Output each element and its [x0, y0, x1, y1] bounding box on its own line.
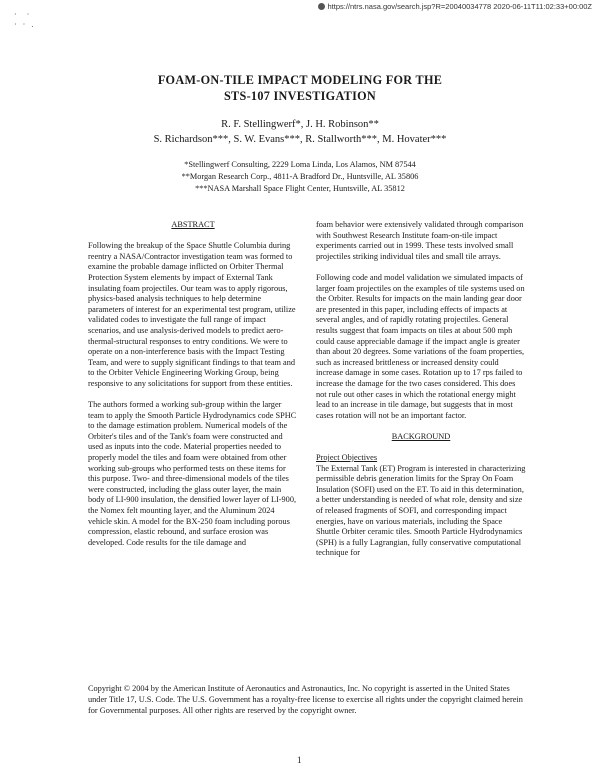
source-url-text: https://ntrs.nasa.gov/search.jsp?R=20040034778 2020-06-11T11:02:33+00:00Z [327, 2, 592, 11]
results-paragraph: Following code and model validation we simulated impacts of larger foam projectiles on the examples of tile systems used on the Orbiter. Results for impacts on the main landing gear door are presented in this paper, including effects of impacts at several angles, and of rapidly rotating projectiles. General results suggest that foam impacts on tiles at about 500 mph could cause appreciable damage if the impact angle is greater than about 20 degrees. Some variations of the foam properties, such as increased brittleness or increased density could increase damage in some cases. Rotation up to 17 rps failed to increase the damage for the two cases considered. This does not rule out other cases in which the rotational energy might lead to an increase in tile damage, but suggests that in most cases rotation will not be an important factor. [316, 272, 525, 420]
copyright-notice: Copyright © 2004 by the American Institute of Aeronautics and Astronautics, Inc. No copyright is asserted in the United States under Title 17, U.S. Code. The U.S. Government has a royalty-free license to exercise all rights under the copyright claimed herein for Governmental purposes. All other rights are reserved by the copyright owner. [88, 684, 523, 716]
title-line-1: FOAM-ON-TILE IMPACT MODELING FOR THE [157, 73, 443, 87]
affiliations [0, 159, 600, 195]
objectives-paragraph: The External Tank (ET) Program is interested in characterizing permissible debris generation limits for the Spray On Foam Insulation (SOFI) used on the ET. To aid in this determination, a better understanding is needed of what role, density and size of released fragments of SOFI, and corresponding impact energies, have on various materials, including the Space Shuttle Orbiter ceramic tiles. Smooth Particle Hydrodynamics (SPH) is a fully Lagrangian, fully conservative computational technique for [316, 463, 526, 558]
subgroup-paragraph: The authors formed a working sub-group within the larger team to apply the Smooth Particle Hydrodynamics code SPHC to the damage estimation problem. Numerical models of the Orbiter's tiles and of the Tank's foam were constructed and used as inputs into the code. Material properties needed to properly model the tiles and foam were obtained from other working sub-groups who performed tests on these items for this purpose. Two- and three-dimensional models of the tiles were constructed, including the glass outer layer, the main body of LI-900 insulation, the densified lower layer of LI-900, the Nomex felt mounting layer, and the Aluminum 2024 vehicle skin. A model for the BX-250 foam including porous compression, elastic rebound, and surface erosion was developed. Code results for the tile damage and [88, 400, 297, 547]
author-list [0, 117, 600, 147]
authors-line-1: R. F. Stellingwerf*, J. H. Robinson** [221, 119, 379, 130]
affiliation-3: ***NASA Marshall Space Flight Center, Huntsville, AL 35812 [195, 184, 405, 193]
abstract-paragraph: Following the breakup of the Space Shuttle Columbia during reentry a NASA/Contractor investigation team was formed to examine the probable damage inflicted on Orbiter Thermal Protection System elements by impact of External Tank insulating foam projectiles. Our team was to apply rigorous, physics-based analysis techniques to help determine parameters of interest for an experimental test program, utilize validated codes to investigate the full range of impact scenarios, and use analysis-derived models to predict aero-thermal-structural responses to entry conditions. We were to operate on a non-interference basis with the Impact Testing Team, and were to supply significant findings to that team and to the Orbiter Vehicle Engineering Working Group, being responsive to any solicitations for support from these entities. [88, 241, 296, 388]
paper-title [0, 72, 600, 104]
page-number: 1 [297, 755, 302, 765]
project-objectives-heading: Project Objectives [316, 453, 378, 463]
ntrs-logo-icon [318, 3, 325, 10]
authors-line-2: S. Richardson***, S. W. Evans***, R. Stallworth***, M. Hovater*** [153, 134, 447, 145]
abstract-heading: ABSTRACT [171, 220, 215, 229]
right-column [316, 220, 526, 559]
validation-paragraph: foam behavior were extensively validated through comparison with Southwest Research Institute foam-on-tile impact experiments carried out in 1999. These tests involved small projectiles striking individual tiles and small tile arrays. [316, 220, 524, 261]
affiliation-2: **Morgan Research Corp., 4811-A Bradford Dr., Huntsville, AL 35806 [181, 172, 419, 181]
affiliation-1: *Stellingwerf Consulting, 2229 Loma Linda, Los Alamos, NM 87544 [184, 160, 416, 169]
left-column [88, 220, 298, 548]
title-line-2: STS-107 INVESTIGATION [223, 89, 377, 103]
source-url-stamp [318, 2, 593, 11]
scan-specks: · · · · . [14, 10, 36, 29]
background-heading: BACKGROUND [391, 431, 451, 441]
